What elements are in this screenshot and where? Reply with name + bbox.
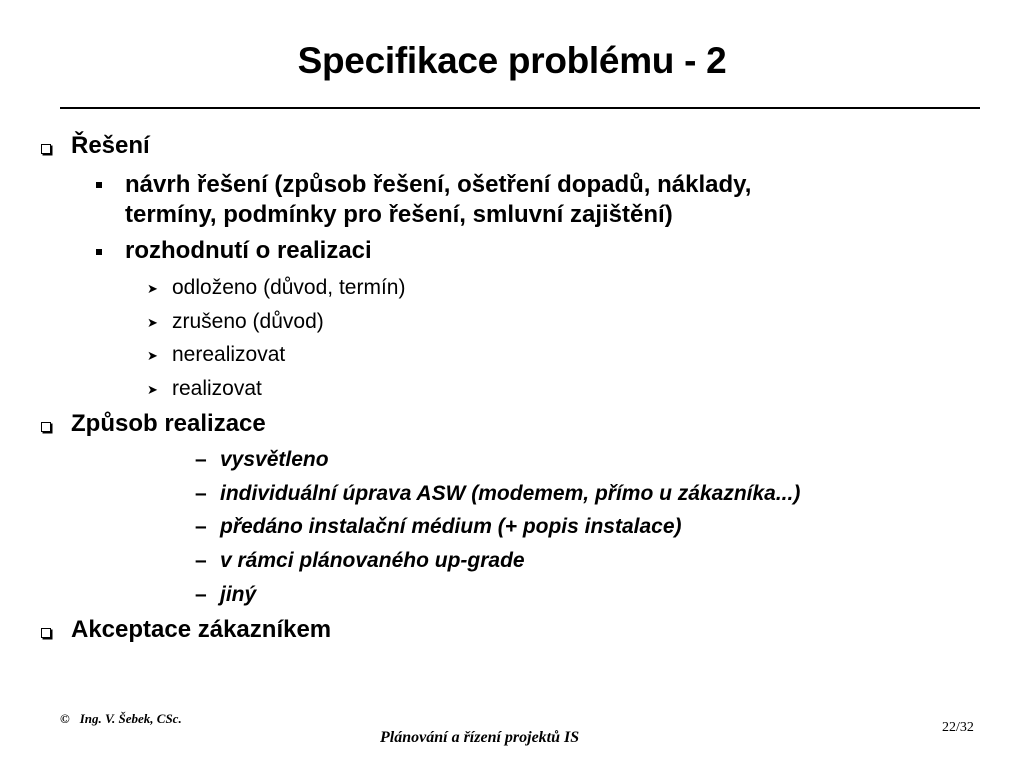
- filled-square-bullet-icon: [96, 249, 102, 255]
- arrowhead-bullet-icon: ➤: [147, 382, 158, 397]
- heading-reseni: Řešení: [71, 132, 150, 159]
- item-rozhodnuti: rozhodnutí o realizaci: [125, 237, 372, 264]
- method-instalacni-medium: předáno instalační médium (+ popis instalace): [220, 515, 682, 538]
- method-individualni-uprava: individuální úprava ASW (modemem, přímo u zákazníka...): [220, 482, 801, 505]
- dash-bullet: –: [195, 549, 207, 572]
- item-navrh-line1: návrh řešení (způsob řešení, ošetření dopadů, náklady,: [125, 171, 752, 198]
- option-odlozeno: odloženo (důvod, termín): [172, 276, 406, 299]
- copyright-symbol: ©: [60, 711, 70, 726]
- arrowhead-bullet-icon: ➤: [147, 348, 158, 363]
- hollow-square-bullet-icon: [41, 144, 51, 154]
- heading-zpusob-realizace: Způsob realizace: [71, 410, 266, 437]
- dash-bullet: –: [195, 583, 207, 606]
- option-nerealizovat: nerealizovat: [172, 343, 286, 366]
- dash-bullet: –: [195, 448, 207, 471]
- slide-title: Specifikace problému - 2: [297, 40, 727, 81]
- heading-akceptace: Akceptace zákazníkem: [71, 616, 332, 643]
- hollow-square-bullet-icon: [41, 422, 51, 432]
- footer-course-title: Plánování a řízení projektů IS: [380, 729, 580, 746]
- title-divider: [60, 107, 980, 109]
- method-jiny: jiný: [220, 583, 257, 606]
- item-navrh-line2: termíny, podmínky pro řešení, smluvní zajištění): [125, 201, 673, 228]
- method-vysvetleno: vysvětleno: [220, 448, 329, 471]
- arrowhead-bullet-icon: ➤: [147, 315, 158, 330]
- arrowhead-bullet-icon: ➤: [147, 281, 158, 296]
- option-zruseno: zrušeno (důvod): [172, 310, 324, 333]
- page-number: 22/32: [942, 720, 974, 735]
- dash-bullet: –: [195, 482, 207, 505]
- method-up-grade: v rámci plánovaného up-grade: [220, 549, 525, 572]
- dash-bullet: –: [195, 515, 207, 538]
- hollow-square-bullet-icon: [41, 628, 51, 638]
- option-realizovat: realizovat: [172, 377, 262, 400]
- footer-author-block: [60, 711, 182, 727]
- item-navrh-reseni: [125, 170, 751, 230]
- filled-square-bullet-icon: [96, 182, 102, 188]
- footer-author: Ing. V. Šebek, CSc.: [79, 711, 182, 726]
